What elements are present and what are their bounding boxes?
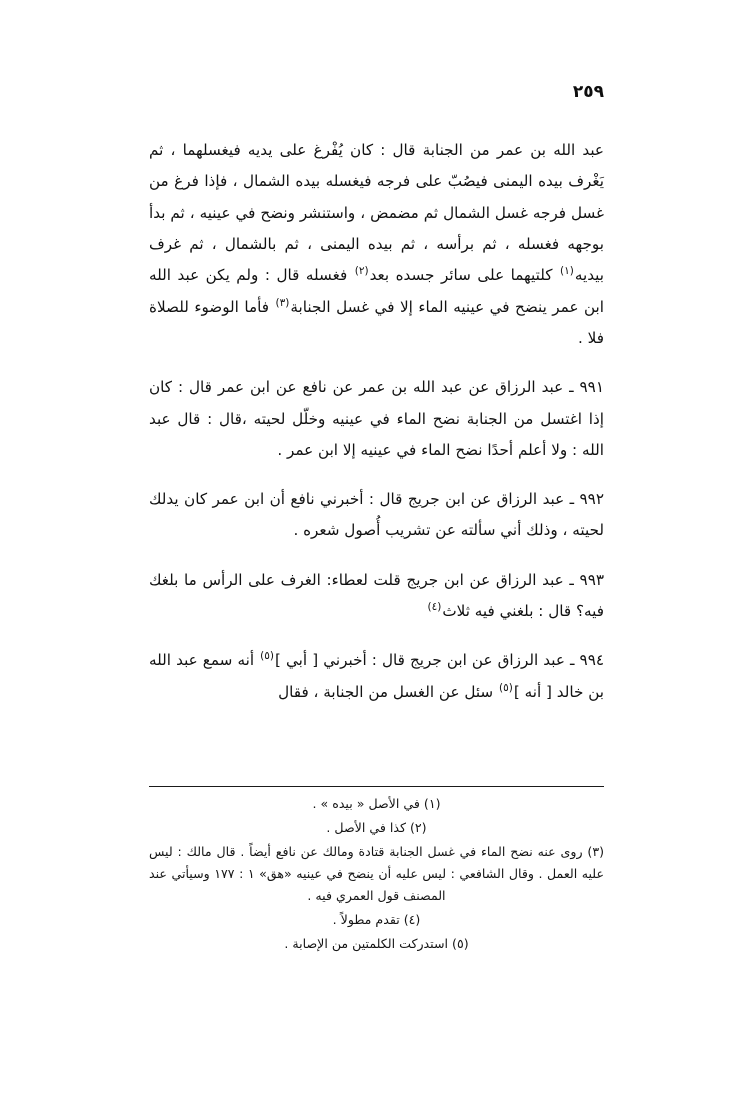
paragraph-993 bbox=[149, 565, 604, 628]
paragraph-994 bbox=[149, 645, 604, 708]
paragraph-text: ـ عبد الرزاق عن ابن جريج قلت لعطاء: الغرف على الرأس ما بلغك فيه؟ قال : بلغني فيه ثلاث bbox=[149, 570, 604, 621]
hadith-number: ٩٩١ bbox=[579, 378, 604, 397]
footnote-item bbox=[149, 841, 604, 907]
footnote-marker: (٢) bbox=[354, 265, 369, 278]
footnotes-section bbox=[149, 793, 604, 957]
paragraph-991 bbox=[149, 372, 604, 466]
footnote-text: تقدم مطولاً . bbox=[332, 912, 400, 928]
footnote-text: استدركت الكلمتين من الإصابة . bbox=[284, 936, 449, 952]
footnote-text: روى عنه نضح الماء في غسل الجنابة قتادة ومالك عن نافع أيضاً . قال مالك : ليس عليه العمل . وقال الشافعي : ليس عليه أن ينضح في عينيه «هق» ١ : ١٧٧ وسيأتي عند المصنف قول العمري فيه . bbox=[149, 844, 604, 904]
footnote-marker: (٥) bbox=[260, 650, 275, 663]
paragraph-text-4: فأما الوضوء للصلاة فلا . bbox=[149, 297, 604, 347]
paragraph-text: ـ عبد الرزاق عن عبد الله بن عمر عن نافع عن ابن عمر قال : كان إذا اغتسل من الجنابة نضح الماء في عينيه وخلّل لحيته ،قال : قال عبد الله : ولا أعلم أحدًا نضح الماء في عينيه إلا ابن عمر . bbox=[149, 378, 604, 459]
hadith-number: ٩٩٣ bbox=[579, 570, 605, 589]
footnote-separator-rule bbox=[149, 786, 604, 787]
body-text-column bbox=[149, 135, 604, 708]
footnote-marker: (٣) bbox=[275, 296, 290, 309]
footnote-item bbox=[149, 909, 604, 931]
paragraph-text: عبد الله بن عمر من الجنابة قال : كان يُفْرغ على يديه فيغسلهما ، ثم يَغْرف بيده اليمنى فيصُبّ على فرجه فيغسله بيده الشمال ، فإذا فرغ من غسل فرجه غسل الشمال ثم مضمض ، واستنشر ونضح في عينيه ، ثم بدأ بوجهه فغسله ، ثم برأسه ، ثم بيده اليمنى ، ثم بالشمال ، ثم غرف بيديه bbox=[149, 141, 604, 285]
hadith-number: ٩٩٤ bbox=[579, 651, 605, 670]
footnote-item bbox=[149, 817, 604, 839]
footnote-item bbox=[149, 933, 604, 955]
footnote-number: (٢) bbox=[409, 820, 427, 836]
paragraph-text-2: كلتيهما على سائر جسده بعد bbox=[369, 266, 553, 285]
paragraph-992 bbox=[149, 484, 604, 547]
paragraph-continued bbox=[149, 135, 604, 354]
paragraph-text: ـ عبد الرزاق عن ابن جريج قال : أخبرني نافع أن ابن عمر كان يدلك لحيته ، وذلك أني سألته عن تشريب أُصول شعره . bbox=[149, 490, 604, 540]
page-number: ٢٥٩ bbox=[572, 82, 604, 102]
footnote-number: (٥) bbox=[452, 936, 469, 952]
footnote-marker: (٤) bbox=[427, 601, 442, 613]
footnote-item bbox=[149, 793, 604, 815]
paragraph-text: ـ عبد الرزاق عن ابن جريج قال : أخبرني [ أبي ] bbox=[275, 651, 575, 670]
footnote-number: (١) bbox=[423, 796, 441, 811]
footnote-number: (٤) bbox=[403, 912, 421, 928]
paragraph-text-3: فغسله قال : ولم يكن عبد الله ابن عمر ينضح في عينيه الماء إلا في غسل الجنابة bbox=[149, 266, 604, 316]
paragraph-text-2: أنه سمع عبد الله بن خالد [ أنه ] bbox=[149, 651, 604, 701]
footnote-number: (٣) bbox=[587, 844, 604, 860]
hadith-number: ٩٩٢ bbox=[579, 490, 604, 509]
paragraph-text-3: سئل عن الغسل من الجنابة ، فقال bbox=[278, 682, 494, 701]
footnote-marker: (٥) bbox=[498, 681, 513, 694]
footnote-text: في الأصل « بيده » . bbox=[312, 796, 420, 811]
footnote-text: كذا في الأصل . bbox=[326, 820, 406, 836]
footnote-marker: (١) bbox=[559, 265, 574, 278]
